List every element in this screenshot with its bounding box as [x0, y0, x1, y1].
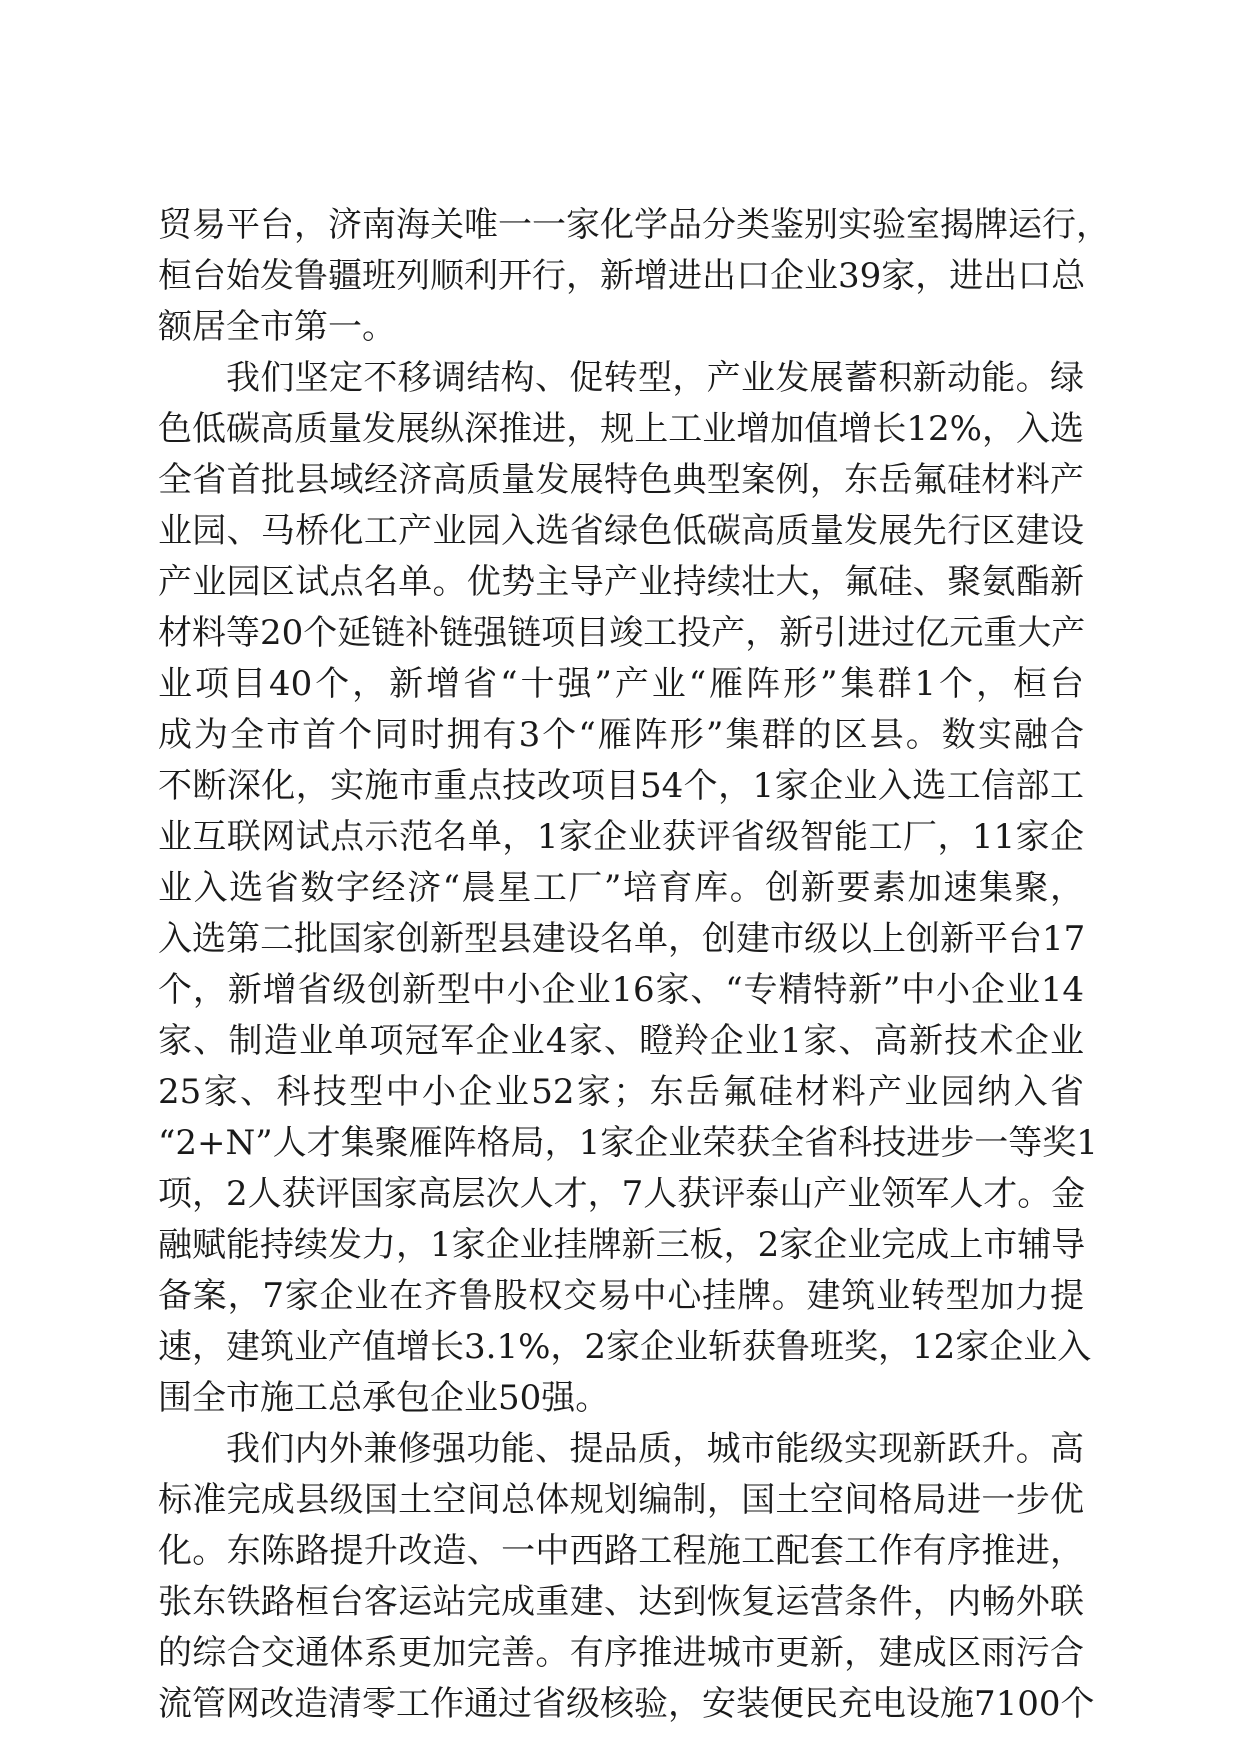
text-line: 标准完成县级国土空间总体规划编制，国土空间格局进一步优: [158, 1480, 1084, 1520]
text-line: 速，建筑业产值增长3.1%，2家企业斩获鲁班奖，12家企业入: [158, 1327, 1092, 1367]
paragraph-industry-transformation: [158, 353, 1098, 1424]
text-line: 材料等20个延链补链强链项目竣工投产，新引进过亿元重大产: [158, 613, 1086, 653]
text-line: “2+N”人才集聚雁阵格局，1家企业荣获全省科技进步一等奖1: [158, 1123, 1098, 1163]
text-line: 围全市施工总承包企业50强。: [158, 1378, 610, 1418]
text-line: 全省首批县域经济高质量发展特色典型案例，东岳氟硅材料产: [158, 460, 1084, 500]
text-line: 色低碳高质量发展纵深推进，规上工业增加值增长12%，入选: [158, 409, 1084, 449]
text-line: 产业园区试点名单。优势主导产业持续壮大，氟硅、聚氨酯新: [158, 562, 1084, 602]
text-line: 流管网改造清零工作通过省级核验，安装便民充电设施7100个: [158, 1684, 1095, 1724]
text-line: 贸易平台，济南海关唯一一家化学品分类鉴别实验室揭牌运行，: [158, 205, 1110, 245]
text-line: 入选第二批国家创新型县建设名单，创建市级以上创新平台17: [158, 919, 1086, 959]
text-line: 的综合交通体系更加完善。有序推进城市更新，建成区雨污合: [158, 1633, 1084, 1673]
paragraph-trade-platform: [158, 200, 1110, 353]
text-line: 业入选省数字经济“晨星工厂”培育库。创新要素加速集聚，: [158, 868, 1084, 908]
text-line: 化。东陈路提升改造、一中西路工程施工配套工作有序推进，: [158, 1531, 1084, 1571]
text-line: 我们内外兼修强功能、提品质，城市能级实现新跃升。高: [226, 1429, 1084, 1469]
text-line: 业园、马桥化工产业园入选省绿色低碳高质量发展先行区建设: [158, 511, 1084, 551]
text-line: 不断深化，实施市重点技改项目54个，1家企业入选工信部工: [158, 766, 1084, 806]
text-line: 融赋能持续发力，1家企业挂牌新三板，2家企业完成上市辅导: [158, 1225, 1086, 1265]
text-line: 家、制造业单项冠军企业4家、瞪羚企业1家、高新技术企业: [158, 1021, 1084, 1061]
paragraph-city-upgrade: [158, 1424, 1095, 1730]
body-text: [158, 200, 1110, 1730]
text-line: 25家、科技型中小企业52家；东岳氟硅材料产业园纳入省: [158, 1072, 1084, 1112]
text-line: 项，2人获评国家高层次人才，7人获评泰山产业领军人才。金: [158, 1174, 1086, 1214]
text-line: 桓台始发鲁疆班列顺利开行，新增进出口企业39家，进出口总: [158, 256, 1086, 296]
text-line: 成为全市首个同时拥有3个“雁阵形”集群的区县。数实融合: [158, 715, 1084, 755]
text-line: 备案，7家企业在齐鲁股权交易中心挂牌。建筑业转型加力提: [158, 1276, 1084, 1316]
text-line: 业项目40个，新增省“十强”产业“雁阵形”集群1个，桓台: [158, 664, 1084, 704]
text-line: 业互联网试点示范名单，1家企业获评省级智能工厂，11家企: [158, 817, 1084, 857]
text-line: 我们坚定不移调结构、促转型，产业发展蓄积新动能。绿: [226, 358, 1084, 398]
text-line: 额居全市第一。: [158, 307, 396, 347]
text-line: 个，新增省级创新型中小企业16家、“专精特新”中小企业14: [158, 970, 1084, 1010]
text-line: 张东铁路桓台客运站完成重建、达到恢复运营条件，内畅外联: [158, 1582, 1084, 1622]
